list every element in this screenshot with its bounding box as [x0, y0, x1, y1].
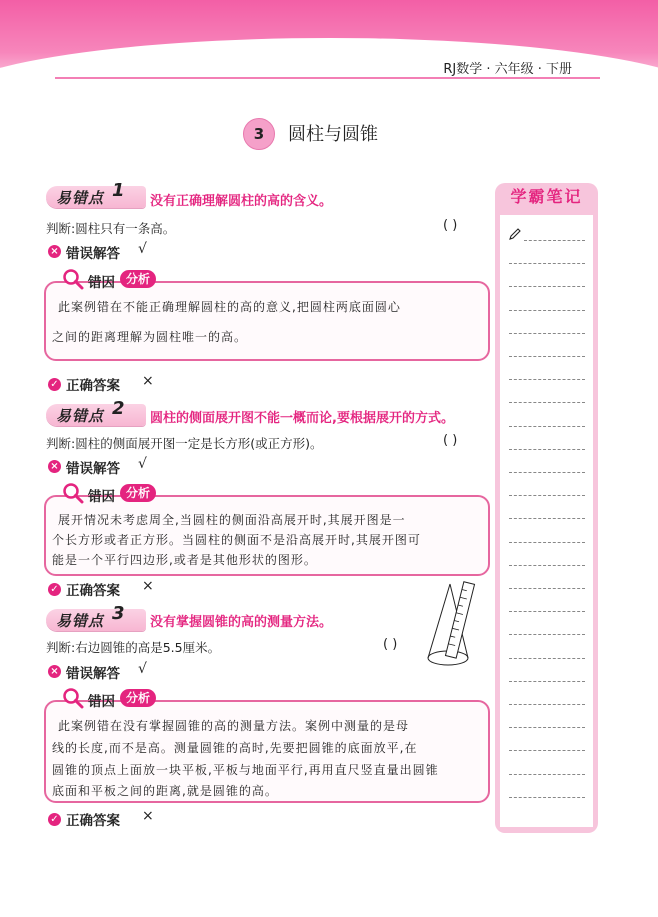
wrong-icon: ×	[48, 245, 61, 258]
pitfall-number: 3	[112, 603, 125, 624]
pitfall-2-tab	[46, 398, 146, 426]
wrong-answer-label: 错误解答	[66, 246, 120, 262]
notes-title: 学霸笔记	[510, 187, 583, 206]
notes-area[interactable]	[500, 215, 593, 827]
note-line	[509, 356, 585, 357]
note-line	[509, 565, 585, 566]
pitfall-1-question: 判断:圆柱只有一条高。	[46, 221, 176, 236]
note-line	[509, 310, 585, 311]
note-line	[509, 611, 585, 612]
pitfall-label: 易错点	[56, 189, 105, 207]
magnifier-icon	[62, 687, 84, 709]
note-line	[509, 495, 585, 496]
note-line	[509, 286, 585, 287]
analysis-3-line-3: 圆锥的顶点上面放一块平板,平板与地面平行,再用直尺竖直量出圆锥	[52, 763, 439, 777]
wrong-answer-label: 错误解答	[66, 461, 120, 477]
pitfall-3-tab	[46, 603, 146, 631]
note-line	[509, 681, 585, 682]
analysis-label-b: 分析	[120, 689, 156, 707]
cone-with-ruler-illustration	[420, 578, 486, 670]
pencil-icon	[508, 227, 522, 241]
analysis-heading-2	[62, 482, 172, 506]
analysis-3-line-4: 底面和平板之间的距离,就是圆锥的高。	[52, 784, 278, 798]
pitfall-3-answer-blank[interactable]: ( )	[383, 637, 398, 652]
correct-icon: ✓	[48, 378, 61, 391]
pitfall-3-question: 判断:右边圆锥的高是5.5厘米。	[46, 640, 221, 655]
analysis-heading-3	[62, 687, 172, 711]
note-line	[509, 750, 585, 751]
pitfall-2-title: 圆柱的侧面展开图不能一概而论,要根据展开的方式。	[150, 411, 454, 426]
note-line	[524, 240, 585, 241]
magnifier-icon	[62, 482, 84, 504]
pitfall-label: 易错点	[56, 612, 105, 630]
analysis-box-1	[44, 281, 490, 361]
note-line	[509, 333, 585, 334]
note-line	[509, 727, 585, 728]
note-line	[509, 588, 585, 589]
correct-answer-mark: ×	[142, 373, 154, 389]
wrong-answer-mark: √	[138, 661, 147, 677]
pitfall-2-question: 判断:圆柱的侧面展开图一定是长方形(或正方形)。	[46, 436, 323, 451]
series-label: RJ数学 · 六年级 · 下册	[443, 62, 572, 77]
pitfall-number: 1	[112, 180, 125, 201]
analysis-1-line-1: 此案例错在不能正确理解圆柱的高的意义,把圆柱两底面圆心	[58, 300, 401, 314]
analysis-3-line-1: 此案例错在没有掌握圆锥的高的测量方法。案例中测量的是母	[58, 719, 410, 733]
header-rule	[55, 77, 600, 79]
analysis-label-b: 分析	[120, 270, 156, 288]
analysis-3-line-2: 线的长度,而不是高。测量圆锥的高时,先要把圆锥的底面放平,在	[52, 741, 418, 755]
pitfall-1-title: 没有正确理解圆柱的高的含义。	[150, 194, 333, 209]
wrong-answer-mark: √	[138, 241, 147, 257]
note-line	[509, 263, 585, 264]
pitfall-label: 易错点	[56, 407, 105, 425]
analysis-label-a: 错因	[88, 489, 115, 505]
note-line	[509, 402, 585, 403]
analysis-label-b: 分析	[120, 484, 156, 502]
note-line	[509, 379, 585, 380]
correct-answer-mark: ×	[142, 808, 154, 824]
wrong-answer-label: 错误解答	[66, 666, 120, 682]
wrong-icon: ×	[48, 460, 61, 473]
correct-icon: ✓	[48, 813, 61, 826]
pitfall-3-title: 没有掌握圆锥的高的测量方法。	[150, 615, 333, 630]
note-line	[509, 774, 585, 775]
analysis-2-line-3: 能是一个平行四边形,或者是其他形状的图形。	[52, 553, 317, 567]
correct-icon: ✓	[48, 583, 61, 596]
analysis-2-line-2: 个长方形或者正方形。当圆柱的侧面不是沿高展开时,其展开图可	[52, 533, 421, 547]
pitfall-number: 2	[112, 398, 125, 419]
note-line	[509, 704, 585, 705]
analysis-heading-1	[62, 268, 172, 292]
chapter-title: 圆柱与圆锥	[288, 124, 378, 145]
note-line	[509, 658, 585, 659]
note-line	[509, 518, 585, 519]
note-line	[509, 449, 585, 450]
analysis-label-a: 错因	[88, 275, 115, 291]
wrong-answer-mark: √	[138, 456, 147, 472]
pitfall-2-answer-blank[interactable]: ( )	[443, 433, 458, 448]
note-line	[509, 542, 585, 543]
correct-answer-label: 正确答案	[66, 813, 120, 829]
correct-answer-label: 正确答案	[66, 378, 120, 394]
chapter-number: 3	[243, 118, 275, 150]
analysis-1-line-2: 之间的距离理解为圆柱唯一的高。	[52, 330, 248, 344]
magnifier-icon	[62, 268, 84, 290]
note-line	[509, 634, 585, 635]
note-line	[509, 797, 585, 798]
correct-answer-mark: ×	[142, 578, 154, 594]
correct-answer-label: 正确答案	[66, 583, 120, 599]
analysis-label-a: 错因	[88, 694, 115, 710]
wrong-icon: ×	[48, 665, 61, 678]
pitfall-1-tab	[46, 180, 146, 208]
pitfall-1-answer-blank[interactable]: ( )	[443, 218, 458, 233]
note-line	[509, 426, 585, 427]
note-line	[509, 472, 585, 473]
analysis-2-line-1: 展开情况未考虑周全,当圆柱的侧面沿高展开时,其展开图是一	[58, 513, 406, 527]
